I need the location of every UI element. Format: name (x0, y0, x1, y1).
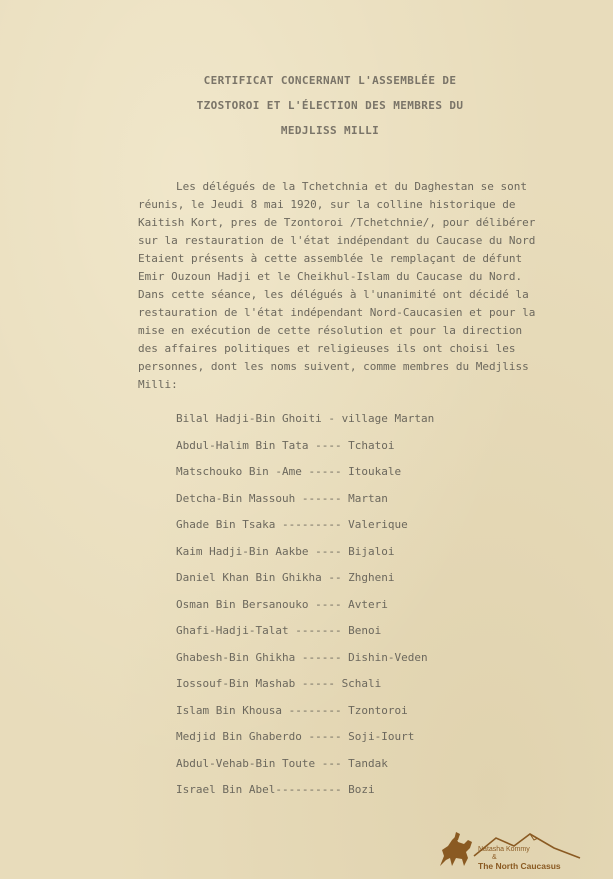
logo-text (478, 846, 561, 870)
member-entry: Abdul-Halim Bin Tata ---- Tchatoi (176, 438, 395, 452)
title-line: CERTIFICAT CONCERNANT L'ASSEMBLÉE DE (203, 74, 457, 87)
paragraph-line: personnes, dont les noms suivent, comme membres du Medjliss (138, 360, 529, 373)
member-entry: Osman Bin Bersanouko ---- Avteri (176, 597, 388, 611)
title-line: TZOSTOROI ET L'ÉLECTION DES MEMBRES DU (196, 99, 464, 112)
paragraph-line: restauration de l'état indépendant Nord-Caucasien et pour la (138, 306, 536, 319)
paragraph-line: réunis, le Jeudi 8 mai 1920, sur la colline historique de (138, 198, 516, 211)
paragraph-line: Etaient présents à cette assemblée le remplaçant de défunt (138, 252, 523, 265)
paragraph-line: Kaitish Kort, pres de Tzontoroi /Tchetchnie/, pour délibérer (138, 216, 536, 229)
member-entry: Detcha-Bin Massouh ------ Martan (176, 491, 388, 505)
member-entry: Israel Bin Abel---------- Bozi (176, 783, 375, 796)
member-entry: Ghafi-Hadji-Talat ------- Benoi (176, 624, 382, 637)
logo-line: & (492, 854, 497, 861)
title-line: MEDJLISS MILLI (280, 124, 380, 137)
member-entry: Ghabesh-Bin Ghikha ------ Dishin-Veden (176, 650, 428, 664)
document-paragraph (138, 178, 578, 394)
logo-line: The North Caucasus (478, 861, 561, 871)
paragraph-line: mise en exécution de cette résolution et pour la direction (138, 324, 523, 337)
paragraph-line: Dans cette séance, les délégués à l'unanimité ont décidé la (138, 288, 529, 301)
member-entry: Matschouko Bin -Ame ----- Itoukale (176, 465, 402, 478)
member-entry: Iossouf-Bin Mashab ----- Schali (176, 677, 382, 690)
member-entry: Medjid Bin Ghaberdo ----- Soji-Iourt (176, 730, 415, 743)
paragraph-line: Milli: (138, 378, 178, 391)
paragraph-line: des affaires politiques et religieuses ils ont choisi les (138, 342, 516, 355)
member-entry: Kaim Hadji-Bin Aakbe ---- Bijaloi (176, 544, 395, 558)
member-entry: Ghade Bin Tsaka --------- Valerique (176, 518, 408, 531)
member-list (176, 406, 434, 804)
document-title (140, 68, 520, 143)
member-entry: Islam Bin Khousa -------- Tzontoroi (176, 703, 408, 717)
member-entry: Abdul-Vehab-Bin Toute --- Tandak (176, 756, 388, 770)
publisher-logo (434, 826, 584, 872)
logo-line: Natasha Kommy (478, 846, 530, 853)
paragraph-line: sur la restauration de l'état indépendant du Caucase du Nord (138, 234, 536, 247)
member-entry: Daniel Khan Bin Ghikha -- Zhgheni (176, 571, 395, 584)
paragraph-line: Emir Ouzoun Hadji et le Cheikhul-Islam du Caucase du Nord. (138, 270, 523, 283)
member-entry: Bilal Hadji-Bin Ghoiti - village Martan (176, 412, 435, 425)
paragraph-line: Les délégués de la Tchetchnia et du Daghestan se sont (176, 180, 527, 193)
